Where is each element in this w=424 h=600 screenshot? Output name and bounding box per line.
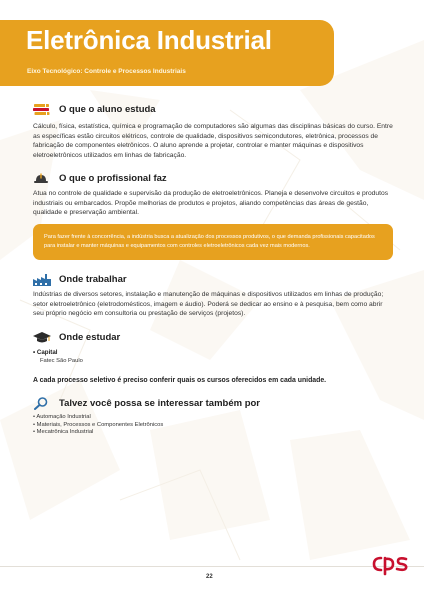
campus-list	[33, 349, 83, 365]
related-courses-list	[33, 414, 163, 437]
page-title: Eletrônica Industrial	[26, 25, 272, 55]
section-heading-estudar	[33, 330, 120, 344]
hard-hat-icon	[33, 171, 53, 185]
title-banner	[0, 20, 334, 86]
section-title-aluno: O que o aluno estuda	[59, 103, 156, 115]
selection-note: A cada processo seletivo é preciso conferir quais os cursos oferecidos em cada unidade.	[33, 377, 327, 384]
list-item: • Mecatrônica Industrial	[33, 429, 163, 437]
section-heading-interesse	[33, 396, 260, 410]
books-icon	[33, 102, 53, 116]
section-title-estudar: Onde estudar	[59, 331, 121, 343]
factory-icon	[33, 272, 53, 286]
campus-unit: Fatec São Paulo	[40, 358, 83, 364]
campus-name: • Capital	[33, 349, 83, 357]
section-title-interesse: Talvez você possa se interessar também por	[59, 397, 260, 409]
page-number: 22	[206, 574, 213, 580]
highlight-text: Para fazer frente à concorrência, a indústria busca a atualização dos processos produtivos, o que demanda profissionais capacitados para instalar e manter máquinas e equipamentos com controles eletroeletrônicos cada vez mais modernos.	[44, 234, 375, 250]
section-title-profissional: O que o profissional faz	[59, 172, 167, 184]
list-item: • Automação Industrial	[33, 414, 163, 422]
aluno-paragraph: Cálculo, física, estatística, química e programação de computadores são algumas das disciplinas básicas do curso. Entre as específicas estão circuitos elétricos, controle de qualidade, dispositivos semicondutores, eletrônica, processos de fabricação de componentes eletrônicos. O aluno aprende a projetar, controlar e manter máquinas e dispositivos eletroeletrônicos utilizados em linhas de fabricação.	[33, 123, 393, 159]
cps-logo	[372, 552, 410, 576]
section-heading-aluno	[33, 102, 156, 116]
magnifier-icon	[33, 396, 53, 410]
page-subtitle: Eixo Tecnológico: Controle e Processos Industriais	[27, 68, 186, 75]
list-item: • Materiais, Processos e Componentes Eletrônicos	[33, 422, 163, 430]
section-heading-profissional	[33, 171, 167, 185]
profissional-paragraph: Atua no controle de qualidade e supervisão da produção de eletroeletrônicos. Planeja e desenvolve circuitos e produtos industriais ou embarcados. Propõe melhorias de produtos e projetos, aliando competências das áreas de gestão, qualidade e preservação ambiental.	[33, 190, 389, 217]
highlight-box	[33, 224, 393, 260]
trabalhar-paragraph: Indústrias de diversos setores, instalação e manutenção de máquinas e dispositivos utilizados em linhas de produção; setor eletroeletrônico (eletrodomésticos, imagem e áudio). Poderá se dedicar ao ensino e à pesquisa, bem como abrir seu próprio negócio em consultoria ou prestação de serviços (projetos).	[33, 291, 384, 318]
footer-divider	[0, 566, 424, 567]
section-title-trabalhar: Onde trabalhar	[59, 273, 127, 285]
section-heading-trabalhar	[33, 272, 127, 286]
graduation-cap-icon	[33, 330, 53, 344]
